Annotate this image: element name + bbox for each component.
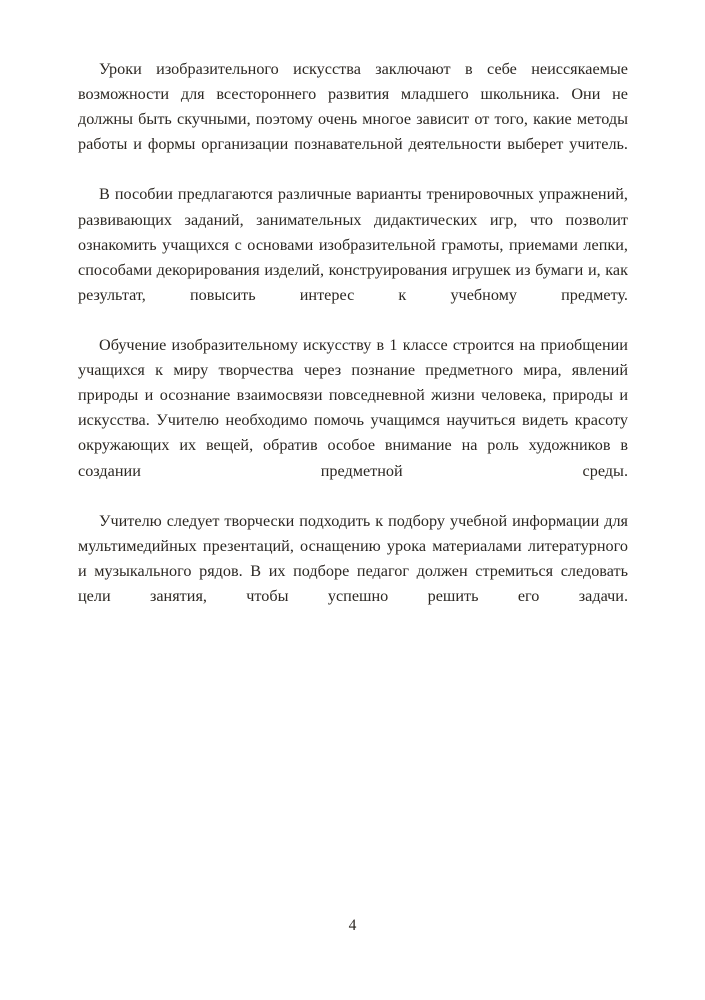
page-number: 4	[348, 917, 357, 934]
body-text-block	[78, 57, 628, 634]
paragraph: Обучение изобразительному искусству в 1 классе строится на приобщении учащихся к миру творчества через познание предметного мира, явлений природы и осознание взаимосвязи повседневной жизни человека, природы и искусства. Учителю необходимо помочь учащимся научиться видеть красоту окружающих их вещей, обратив особое внимание на роль художников в создании предметной среды.	[78, 336, 628, 480]
paragraph: Уроки изобразительного искусства заключают в себе неиссякаемые возможности для всестороннего развития младшего школьника. Они не должны быть скучными, поэтому очень многое зависит от того, какие методы работы и формы организации познавательной деятельности выберет учитель.	[78, 60, 628, 154]
paragraph: Учителю следует творчески подходить к подбору учебной информации для мультимедийных презентаций, оснащению урока материалами литературного и музыкального рядов. В их подборе педагог должен стремиться следовать цели занятия, чтобы успешно решить его задачи.	[78, 511, 628, 605]
paragraph: В пособии предлагаются различные варианты тренировочных упражнений, развивающих заданий, занимательных дидактических игр, что позволит ознакомить учащихся с основами изобразительной грамоты, приемами лепки, способами декорирования изделий, конструирования игрушек из бумаги и, как результат, повысить интерес к учебному предмету.	[78, 185, 628, 304]
